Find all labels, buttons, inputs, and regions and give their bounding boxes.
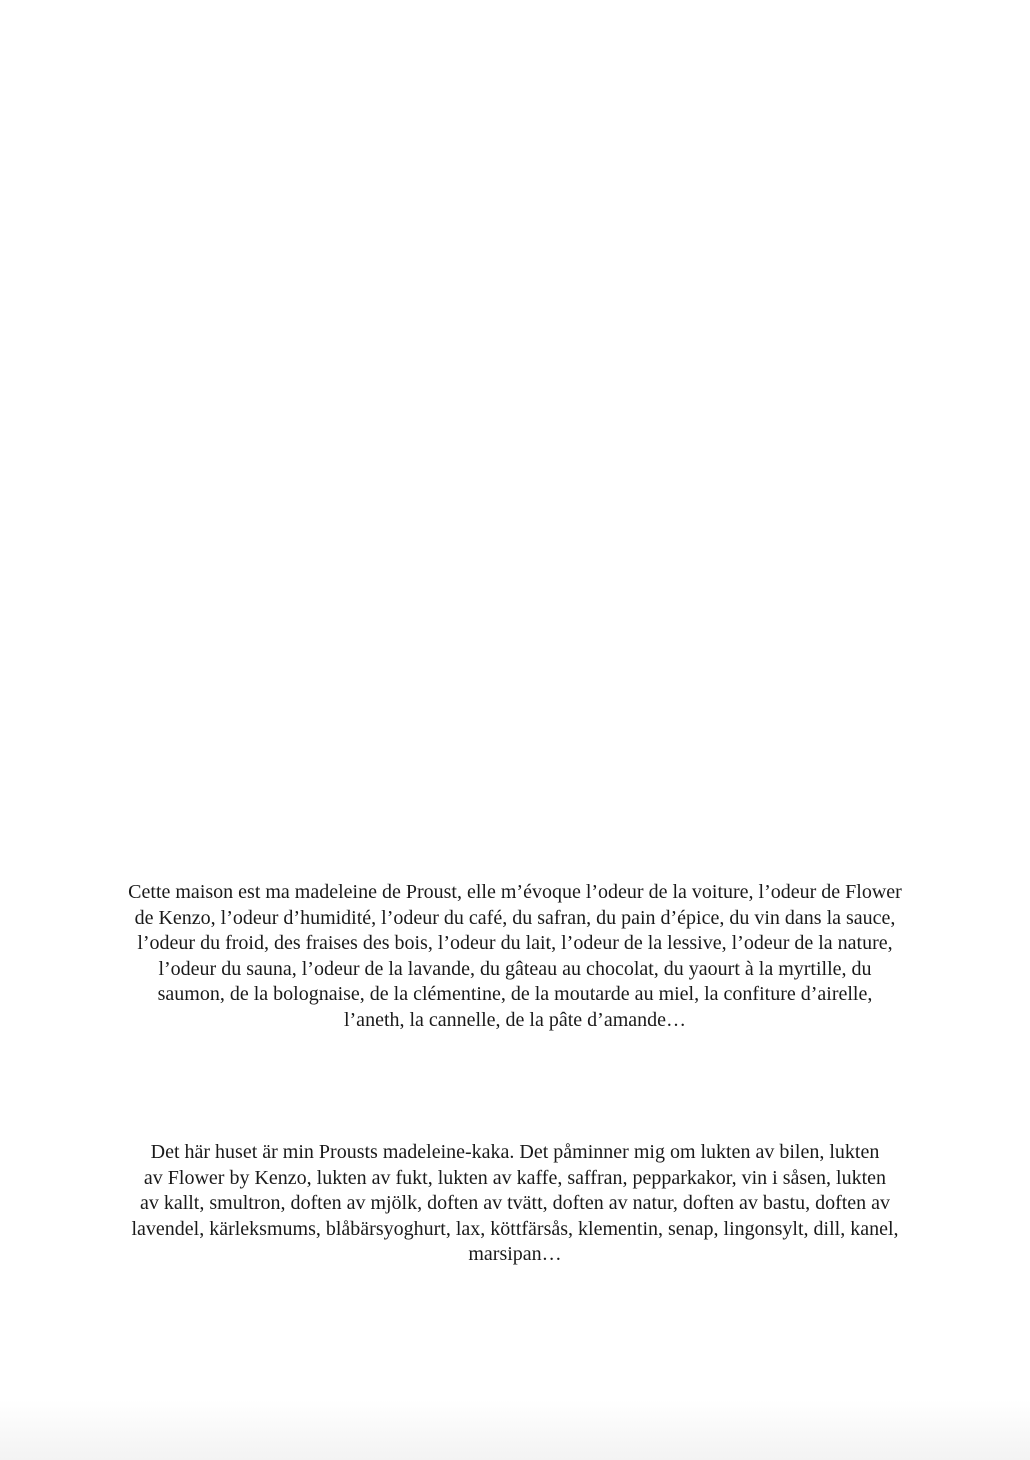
bottom-edge-shadow	[0, 1400, 1030, 1460]
swedish-paragraph: Det här huset är min Prousts madeleine-kaka. Det påminner mig om lukten av bilen, lukten av Flower by Kenzo, lukten av fukt, lukten av kaffe, saffran, pepparkakor, vin i såsen, lukten av kallt, smultron, doften av mjölk, doften av tvätt, doften av natur, doften av bastu, doften av lavendel, kärleksmums, blåbärsyoghurt, lax, köttfärsås, klementin, senap, lingonsylt, dill, kanel, marsipan…	[131, 1141, 899, 1266]
french-paragraph: Cette maison est ma madeleine de Proust, elle m’évoque l’odeur de la voiture, l’odeur de Flower de Kenzo, l’odeur d’humidité, l’odeur du café, du safran, du pain d’épice, du vin dans la sauce, l’odeur du froid, des fraises des bois, l’odeur du lait, l’odeur de la lessive, l’odeur de la nature, l’odeur du sauna, l’odeur de la lavande, du gâteau au chocolat, du yaourt à la myrtille, du saumon, de la bolognaise, de la clémentine, de la moutarde au miel, la confiture d’airelle, l’aneth, la cannelle, de la pâte d’amande…	[128, 881, 902, 1031]
